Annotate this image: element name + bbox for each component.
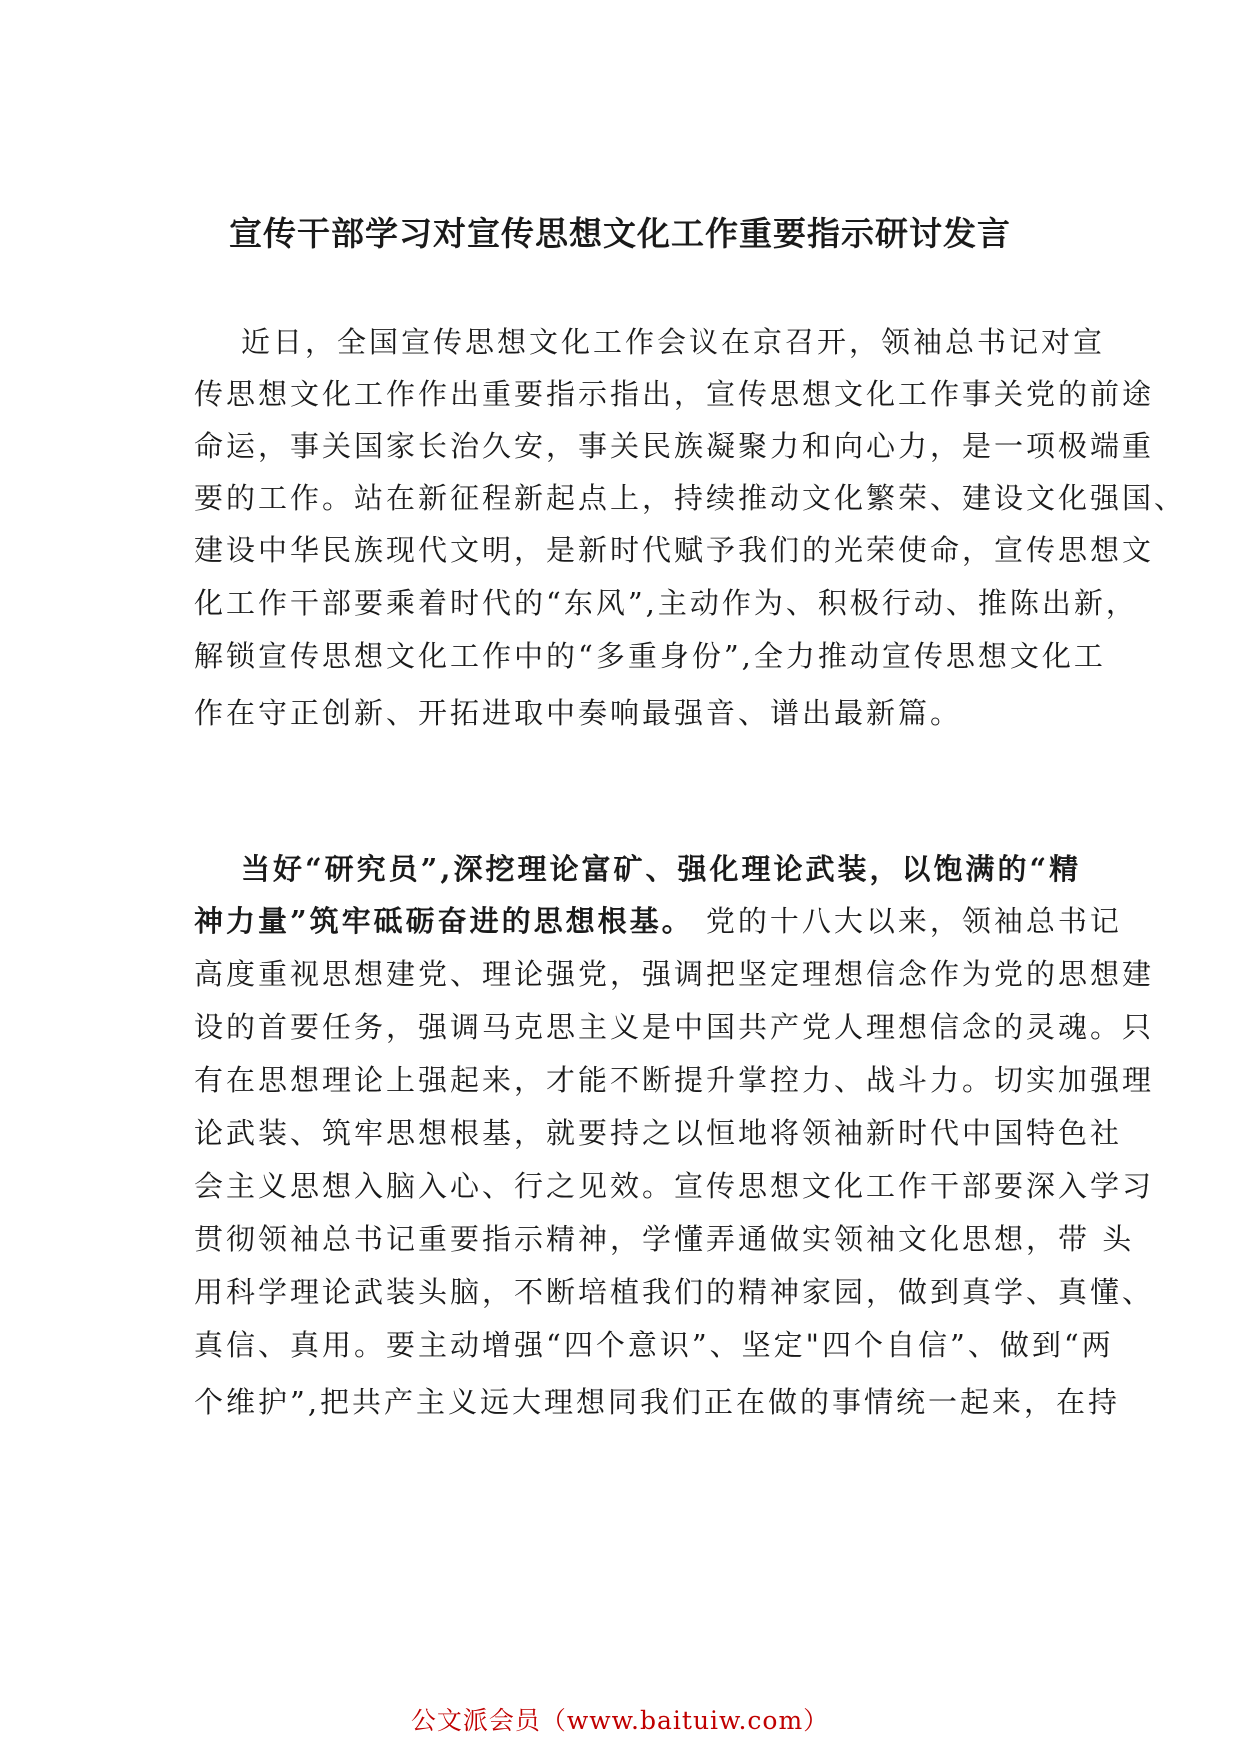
paragraph-line: 论武装、筑牢思想根基，就要持之以恒地将领袖新时代中国特色社 — [194, 1116, 1123, 1150]
paragraph-line: 会主义思想入脑入心、行之见效。宣传思想文化工作干部要深入学习 — [194, 1169, 1155, 1203]
section-heading: 神力量”筑牢砥砺奋进的思想根基。 — [194, 904, 694, 938]
paragraph-line: 个维护”,把共产主义远大理想同我们正在做的事情统一起来，在持 — [194, 1385, 1121, 1419]
paragraph-line: 用科学理论武装头脑，不断培植我们的精神家园，做到真学、真懂、 — [194, 1275, 1155, 1309]
paragraph-line: 传思想文化工作作出重要指示指出，宣传思想文化工作事关党的前途 — [194, 377, 1155, 411]
section-heading-line — [241, 849, 1081, 889]
paragraph-line: 作在守正创新、开拓进取中奏响最强音、谱出最新篇。 — [194, 696, 963, 730]
document-title: 宣传干部学习对宣传思想文化工作重要指示研讨发言 — [229, 214, 1011, 253]
paragraph-line: 解锁宣传思想文化工作中的“多重身份”,全力推动宣传思想文化工 — [194, 639, 1106, 673]
paragraph-line: 要的工作。站在新征程新起点上，持续推动文化繁荣、建设文化强国、 — [194, 481, 1187, 515]
paragraph-line: 近日，全国宣传思想文化工作会议在京召开，领袖总书记对宣 — [241, 325, 1106, 359]
paragraph-line: 化工作干部要乘着时代的“东风”,主动作为、积极行动、推陈出新， — [194, 586, 1138, 620]
paragraph-line: 建设中华民族现代文明，是新时代赋予我们的光荣使命，宣传思想文 — [194, 533, 1155, 567]
footer-watermark[interactable]: 公文派会员（www.baituiw.com） — [410, 1706, 830, 1735]
paragraph-line — [194, 901, 1122, 941]
paragraph-line: 命运，事关国家长治久安，事关民族凝聚力和向心力，是一项极端重 — [194, 429, 1155, 463]
section-heading: 当好“研究员”,深挖理论富矿、强化理论武装，以饱满的“精 — [241, 852, 1082, 886]
paragraph-line: 高度重视思想建党、理论强党，强调把坚定理想信念作为党的思想建 — [194, 957, 1155, 991]
paragraph-line: 真信、真用。要主动增强“四个意识”、坚定"四个自信”、做到“两 — [194, 1328, 1114, 1362]
paragraph-line: 设的首要任务，强调马克思主义是中国共产党人理想信念的灵魂。只 — [194, 1010, 1155, 1044]
paragraph-line: 贯彻领袖总书记重要指示精神，学懂弄通做实领袖文化思想，带 头 — [194, 1222, 1135, 1256]
paragraph-text: 党的十八大以来，领袖总书记 — [693, 904, 1122, 938]
paragraph-line: 有在思想理论上强起来，才能不断提升掌控力、战斗力。切实加强理 — [194, 1063, 1155, 1097]
